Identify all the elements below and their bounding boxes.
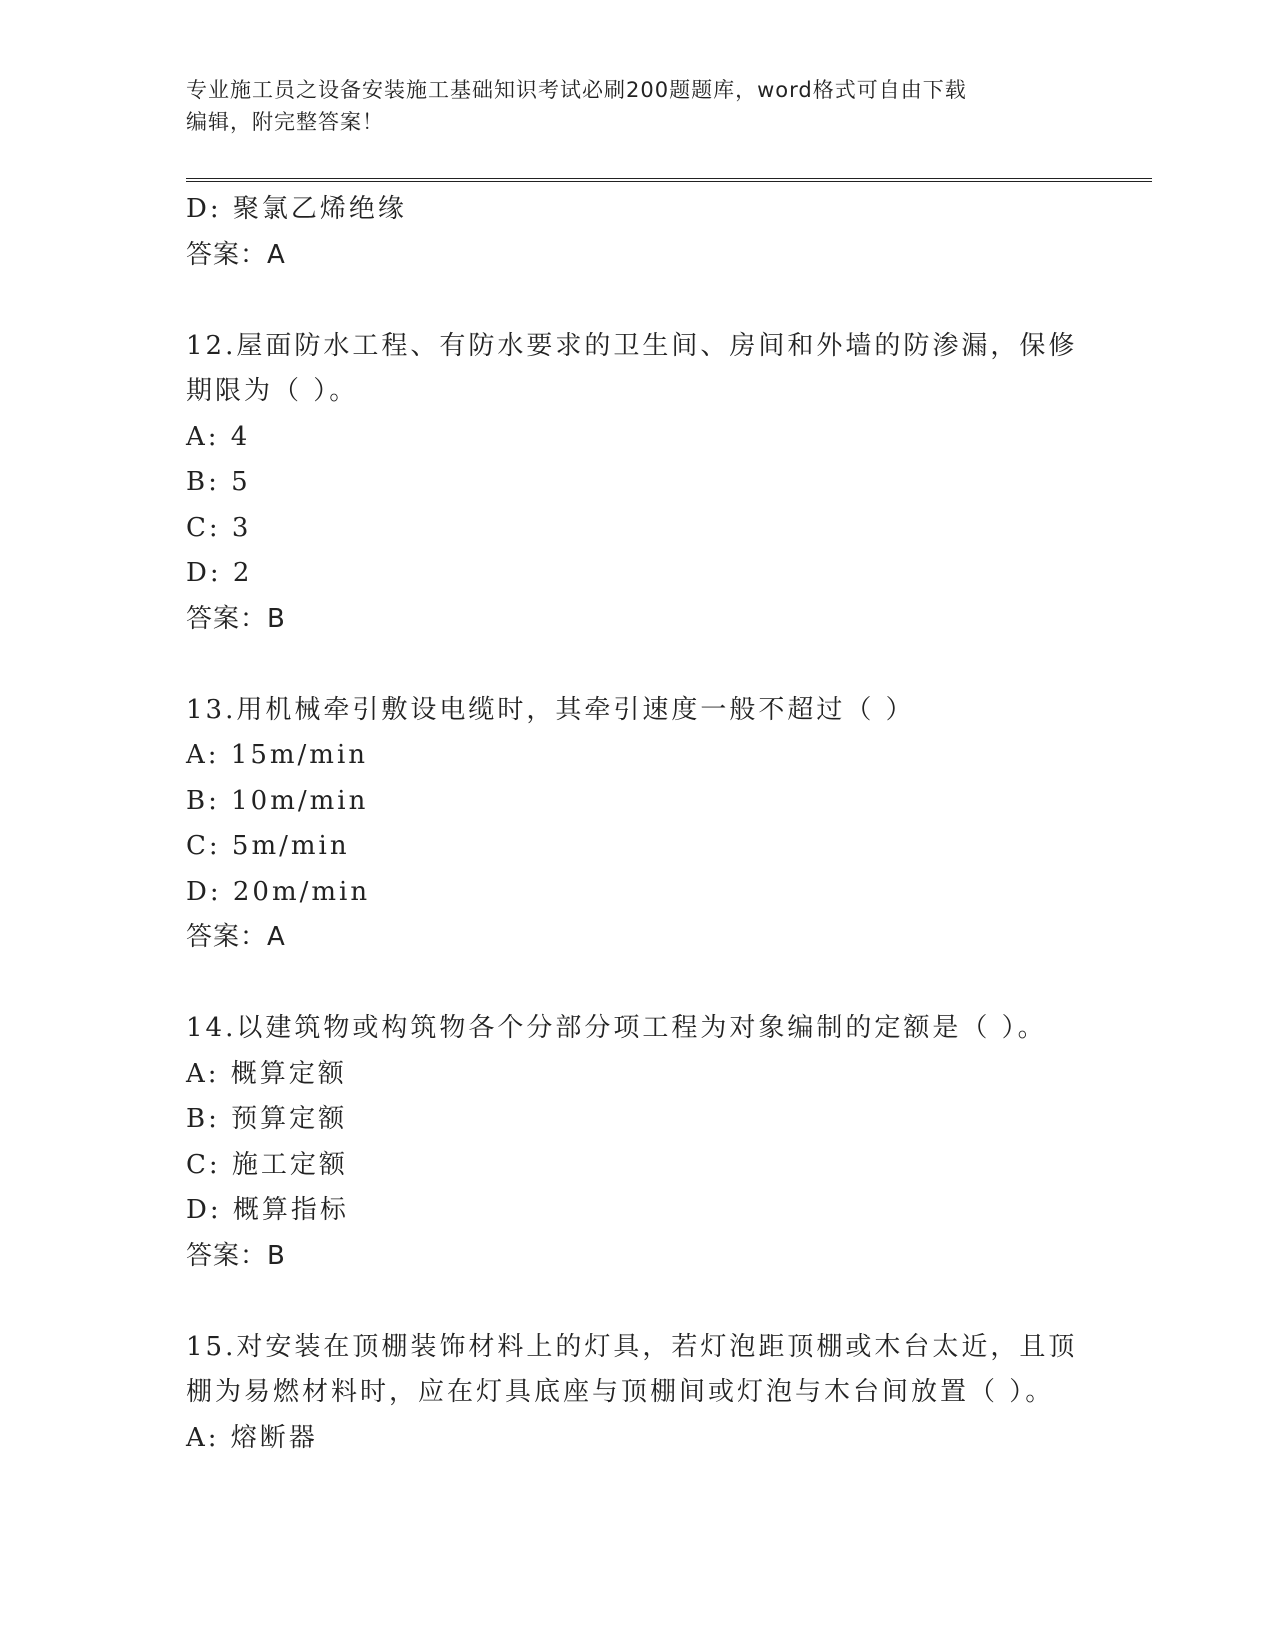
question-text-line: 期限为（ ）。 [186, 376, 359, 406]
option-d: D: 2 [186, 558, 253, 588]
option-c: C: 3 [186, 512, 252, 543]
question-12 [186, 324, 1086, 643]
header-line-1: 专业施工员之设备安装施工基础知识考试必刷200题题库，word格式可自由下载 [186, 78, 967, 102]
question-text-line: 14.以建筑物或构筑物各个分部分项工程为对象编制的定额是（ ）。 [186, 1013, 1047, 1043]
option-a: A: 15m/min [186, 740, 369, 770]
spacer [186, 278, 1086, 324]
question-text-line: 15.对安装在顶棚装饰材料上的灯具，若灯泡距顶棚或木台太近，且顶 [186, 1331, 1078, 1362]
question-14 [186, 1006, 1086, 1279]
option-d: D: 概算指标 [186, 1195, 349, 1225]
option-d: D: 20m/min [186, 876, 371, 907]
answer-line: 答案：A [186, 922, 286, 952]
option-a: A: 4 [186, 421, 251, 452]
header-divider [186, 178, 1152, 182]
question-13 [186, 688, 1086, 961]
option-a: A: 熔断器 [186, 1422, 318, 1453]
question-15 [186, 1325, 1086, 1462]
answer-line: 答案：A [186, 239, 286, 270]
document-body [186, 187, 1086, 1461]
spacer [186, 642, 1086, 688]
option-b: B: 预算定额 [186, 1104, 348, 1134]
option-c: C: 5m/min [186, 831, 350, 861]
option-a: A: 概算定额 [186, 1058, 347, 1089]
spacer [186, 961, 1086, 1007]
option-c: C: 施工定额 [186, 1149, 348, 1180]
option-b: B: 10m/min [186, 785, 369, 816]
question-text-line: 棚为易燃材料时，应在灯具底座与顶棚间或灯泡与木台间放置（ ）。 [186, 1377, 1055, 1407]
option-d: D: 聚氯乙烯绝缘 [186, 194, 407, 224]
spacer [186, 1279, 1086, 1325]
answer-line: 答案：B [186, 603, 286, 634]
header-line-2: 编辑，附完整答案！ [186, 110, 384, 134]
question-text-line: 13.用机械牵引敷设电缆时，其牵引速度一般不超过（ ） [186, 694, 915, 725]
answer-line: 答案：B [186, 1240, 286, 1271]
question-text-line: 12.屋面防水工程、有防水要求的卫生间、房间和外墙的防渗漏，保修 [186, 330, 1078, 361]
option-b: B: 5 [186, 467, 251, 497]
page-header [186, 74, 1066, 138]
